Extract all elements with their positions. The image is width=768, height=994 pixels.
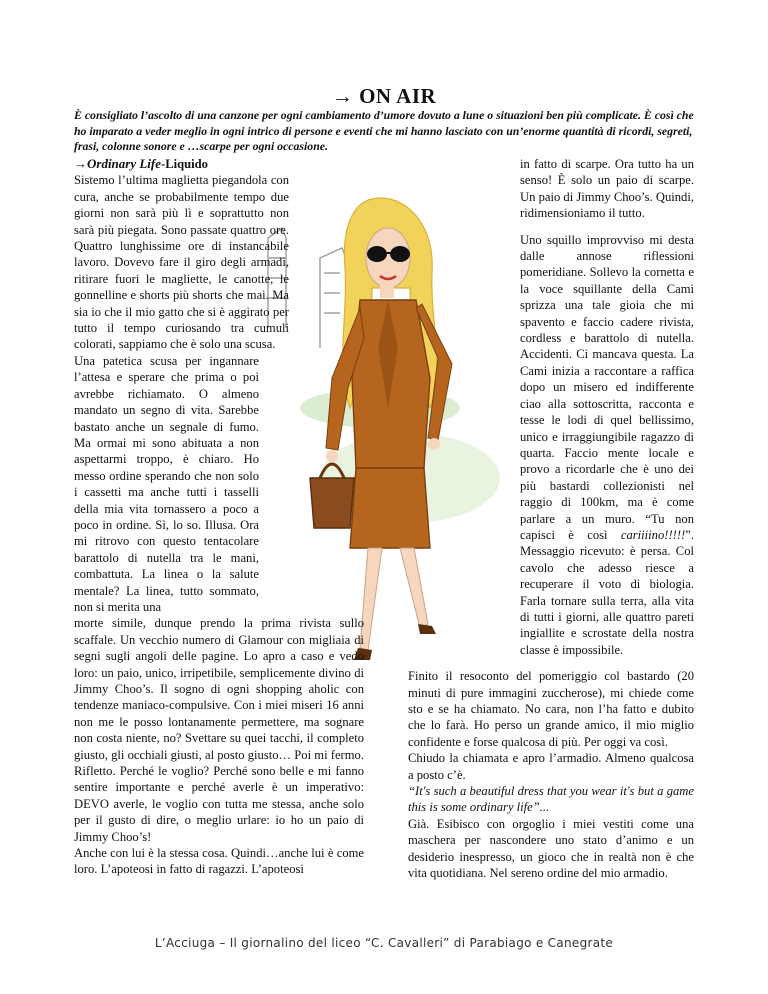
song-title: Ordinary Life xyxy=(87,156,162,171)
left-paragraph-1a: Sistemo l’ultima maglietta piegandola con cura, anche se probabilmente tempo due giorni non sarà più lì e soprattutto non sarà più piegata. Sono passate quattro ore. Quattro lunghissime ore di instancabile lavoro. Dovevo fare il giro degli armadi, ritirare fuori le magliette, le canotte, le gonnelline e shorts più shorts che mai. Ma sia io che il mio gatto che si è aggirato per tutto il tempo curiosando tra cumuli colorati, sappiamo che è solo una scusa. xyxy=(74,173,289,352)
right-column xyxy=(408,156,694,881)
left-paragraph-1c: morte simile, dunque prendo la prima rivista sullo scaffale. Un vecchio numero di Glamour con migliaia di segni sugli angoli delle pagine. Lo apro a caso e vedo loro: un paio, unico, irripetibile, semplicemente divino di Jimmy Choo’s. Il sogno di ogni shopping aholic con tendenze maniaco-compulsive. Con i miei miseri 16 anni non me le posso lontanamente permettere, ma sognare non costa niente, no? Svettare su quei tacchi, il completo giusto, gli occhiali giusti, al posto giusto… Poi mi fermo. Rifletto. Perché le voglio? Perché sono belle e mi fanno sentire importante e perché averle è un imperativo: DEVO averle, le voglio con tutta me stessa, anche solo per il gusto di dire, o meglio urlare: io ho un paio di Jimmy Choo’s! xyxy=(74,616,364,844)
page-title xyxy=(0,84,768,109)
arrow-right-icon: → xyxy=(74,156,87,171)
right-paragraph-6: Già. Esibisco con orgoglio i miei vestiti come una maschera per nascondere uno stato d’animo e un desiderio inespresso, un gioco che in realtà non è che vita quotidiana. Nel sereno ordine del mio armadio. xyxy=(408,816,694,881)
section-heading xyxy=(74,156,364,172)
song-lyric-quote: “It's such a beautiful dress that you wear it's but a game this is some ordinary life”... xyxy=(408,784,694,815)
right-paragraph-2: Uno squillo improvviso mi desta dalle annose riflessioni pomeridiane. Sollevo la cornetta e la voce squillante della Cami sprizza una tale gioia che mi spavento e faccio cadere rivista, cordless e barattolo di nutella. Accidenti. Ci mancava questa. La Cami inizia a raccontare a raffica dopo un misero ed indifferente ciao alla sottoscritta, racconta e tesse le lodi di quel bellissimo, unico e irraggiungibile ragazzo di quarta. Faccio mente locale e provo a ricordarle che è uno dei più bastardi collezionisti nel raggio di 100km, ma è come parlare a un muro. “Tu non capisci è così cariiiino!!!!!”. Messaggio ricevuto: è persa. Col cavolo che adesso riesce a recuperare il voto di biologia. Farla tornare sulla terra, alla vita di tutti i giorni, alle quattro pareti ingiallite e scrostate della nostra classe è impossibile. xyxy=(520,232,694,657)
title-text: ON AIR xyxy=(359,84,437,108)
right-paragraph-4: Chiudo la chiamata e apro l’armadio. Almeno qualcosa a posto c’è. xyxy=(408,751,694,782)
arrow-right-icon: → xyxy=(331,84,354,108)
right-paragraph-3: Finito il resoconto del pomeriggio col bastardo (20 minuti di pure immagini zuccherose), mi chiede come sto e se ha chiamato. No cara, non l’ha fatto e dubito che lo farà. Ho perso un grande amico, il mio miglio confidente e forse qualcosa di più. Per oggi va così. xyxy=(408,669,694,749)
left-column xyxy=(74,156,364,878)
song-artist: -Liquido xyxy=(161,157,208,171)
right-paragraph-1: in fatto di scarpe. Ora tutto ha un senso! È solo un paio di scarpe. Un paio di Jimmy Choo’s. Quindi, ridimensioniamo il tutto. xyxy=(520,157,694,221)
intro-paragraph: È consigliato l’ascolto di una canzone per ogni cambiamento d’umore dovuto a lune o situazioni ben più complicate. È così che ho imparato a veder meglio in ogni intrico di persone e eventi che mi hanno lasciato con un’enorme quantità di ricordi, segreti, frasi, colonne sonore e …scarpe per ogni occasione. xyxy=(74,108,694,153)
left-paragraph-1b: Una patetica scusa per ingannare l’attesa e sperare che prima o poi avrebbe richiamato. O almeno mandato un segno di vita. Sarebbe bastato anche un segnale di fumo. Ma ormai mi sono abituata a non aspettarmi troppo, è chiaro. Ho messo ordine sperando che non solo i cassetti ma anche tutti i tasselli della mia vita tornassero a poco a poco in ordine. Sì, lo so. Illusa. Ora mi ritrovo con questo tentacolare barattolo di nutella tra le mani, combattuta. La linea o la salute mentale? La linea, tutto sommato, non si merita una xyxy=(74,353,259,614)
left-paragraph-2: Anche con lui è la stessa cosa. Quindi…anche lui è come loro. L’apoteosi in fatto di ragazzi. L’apoteosi xyxy=(74,846,364,877)
footer: L’Acciuga – Il giornalino del liceo “C. Cavalleri” di Parabiago e Canegrate xyxy=(154,936,614,950)
